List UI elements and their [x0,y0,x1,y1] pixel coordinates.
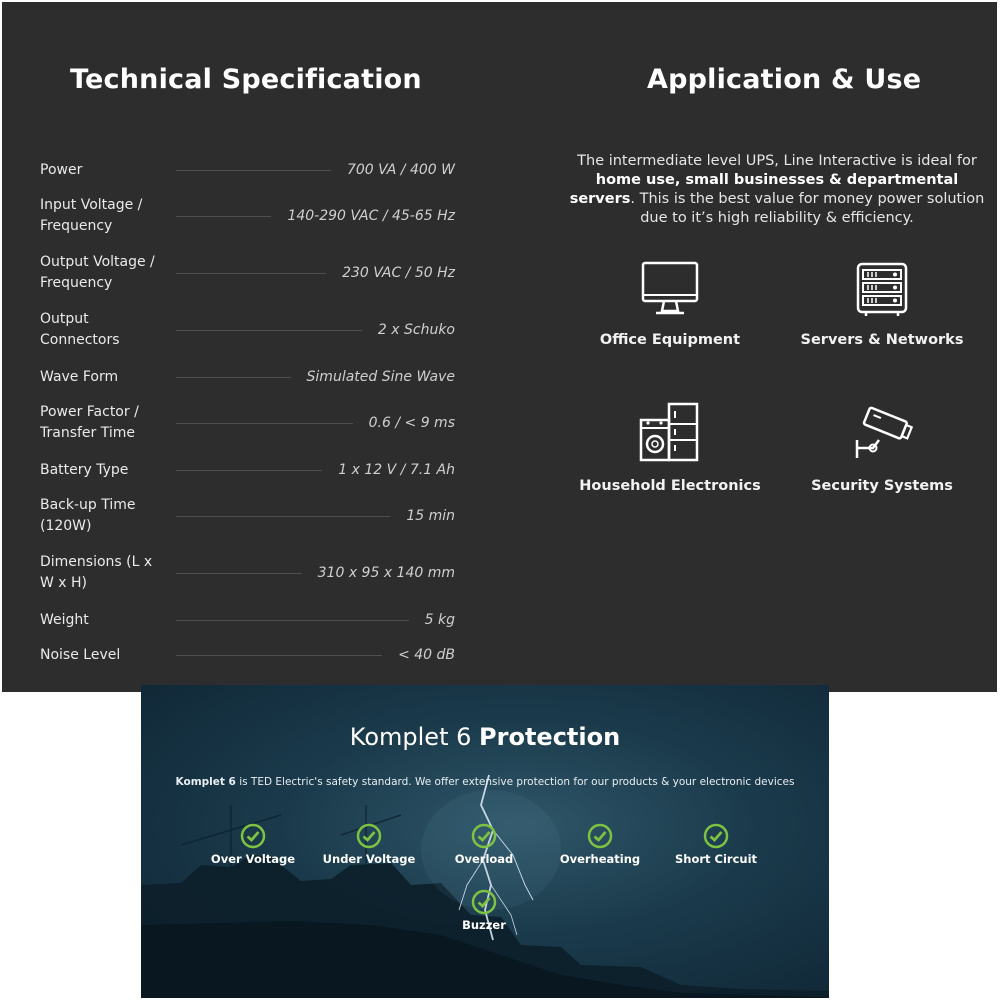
feature-label: Short Circuit [674,852,758,866]
spec-divider [176,273,326,274]
feature-label: Overheating [559,852,641,866]
application-office-equipment [565,260,775,348]
feature-overheating [540,823,660,866]
spec-divider [176,216,271,217]
application-household-electronics [565,402,775,494]
protection-title-bold: Protection [479,723,621,751]
spec-value: 2 x Schuko [377,322,455,338]
monitor-icon [640,260,700,318]
spec-value: 310 x 95 x 140 mm [317,565,455,581]
spec-row-input-voltage [40,194,455,238]
feature-label: Buzzer [462,918,506,932]
security-camera-icon [851,402,913,464]
spec-divider [176,655,382,656]
top-panel [2,2,997,692]
protection-desc-text: is TED Electric's safety standard. We offer extensive protection for our products & your electronic devices [235,776,795,788]
check-circle-icon [471,823,497,849]
spec-title: Technical Specification [70,64,422,95]
spec-label: Dimensions (L x W x H) [40,554,153,591]
check-circle-icon [240,823,266,849]
spec-label: Weight [40,611,89,628]
spec-label: Wave Form [40,368,119,385]
feature-over-voltage [193,823,313,866]
application-label: Household Electronics [579,478,761,494]
desc-intro: The intermediate level UPS, Line Interactive is ideal for [577,153,977,169]
spec-label: Noise Level [40,646,121,663]
spec-divider [176,620,409,621]
spec-row-weight [40,607,455,633]
application-servers-networks [777,260,987,348]
spec-label: Power Factor / Transfer Time [40,404,139,441]
check-circle-icon [587,823,613,849]
spec-divider [176,330,362,331]
spec-value: 700 VA / 400 W [346,162,455,178]
feature-overload [424,823,544,866]
spec-divider [176,377,291,378]
application-description [562,152,992,228]
spec-divider [176,170,331,171]
spec-label: Input Voltage / Frequency [40,197,143,234]
spec-divider [176,470,322,471]
spec-row-power [40,157,455,183]
protection-desc-brand: Komplet 6 [175,776,236,788]
spec-divider [176,423,353,424]
feature-label: Under Voltage [322,852,416,866]
server-rack-icon [854,260,910,318]
feature-under-voltage [309,823,429,866]
spec-value: 15 min [406,508,455,524]
spec-value: Simulated Sine Wave [306,369,455,385]
spec-value: 0.6 / < 9 ms [368,415,455,431]
application-label: Security Systems [811,478,953,494]
spec-row-wave-form [40,364,455,390]
feature-buzzer [424,889,544,932]
protection-description [141,776,829,788]
spec-label: Back-up Time (120W) [40,497,136,534]
protection-title [141,723,829,751]
feature-label: Over Voltage [210,852,296,866]
application-security-systems [777,402,987,494]
application-title: Application & Use [647,64,922,95]
spec-label: Output Voltage / Frequency [40,254,155,291]
spec-value: 140-290 VAC / 45-65 Hz [287,208,455,224]
household-appliances-icon [639,402,701,464]
spec-label: Power [40,161,83,178]
spec-row-noise-level [40,642,455,668]
spec-label: Battery Type [40,461,129,478]
spec-row-dimensions [40,551,455,595]
desc-highlight: home use, small businesses & departmental servers [569,172,959,207]
spec-row-output-voltage [40,251,455,295]
spec-row-backup-time [40,494,455,538]
spec-value: 5 kg [424,612,455,628]
feature-label: Overload [454,852,514,866]
desc-outro: . This is the best value for money power solution due to it’s high reliability & efficiency. [630,191,985,226]
application-label: Office Equipment [599,332,741,348]
spec-value: 230 VAC / 50 Hz [342,265,455,281]
spec-divider [176,516,390,517]
spec-label: Output Connectors [40,311,120,348]
protection-title-light: Komplet 6 [349,723,472,751]
spec-row-battery-type [40,457,455,483]
protection-panel [141,685,829,998]
spec-divider [176,573,302,574]
spec-value: < 40 dB [398,647,455,663]
spec-row-output-connectors [40,308,455,352]
check-circle-icon [471,889,497,915]
check-circle-icon [703,823,729,849]
application-label: Servers & Networks [800,332,964,348]
spec-row-power-factor [40,401,455,445]
feature-short-circuit [656,823,776,866]
check-circle-icon [356,823,382,849]
spec-value: 1 x 12 V / 7.1 Ah [338,462,455,478]
